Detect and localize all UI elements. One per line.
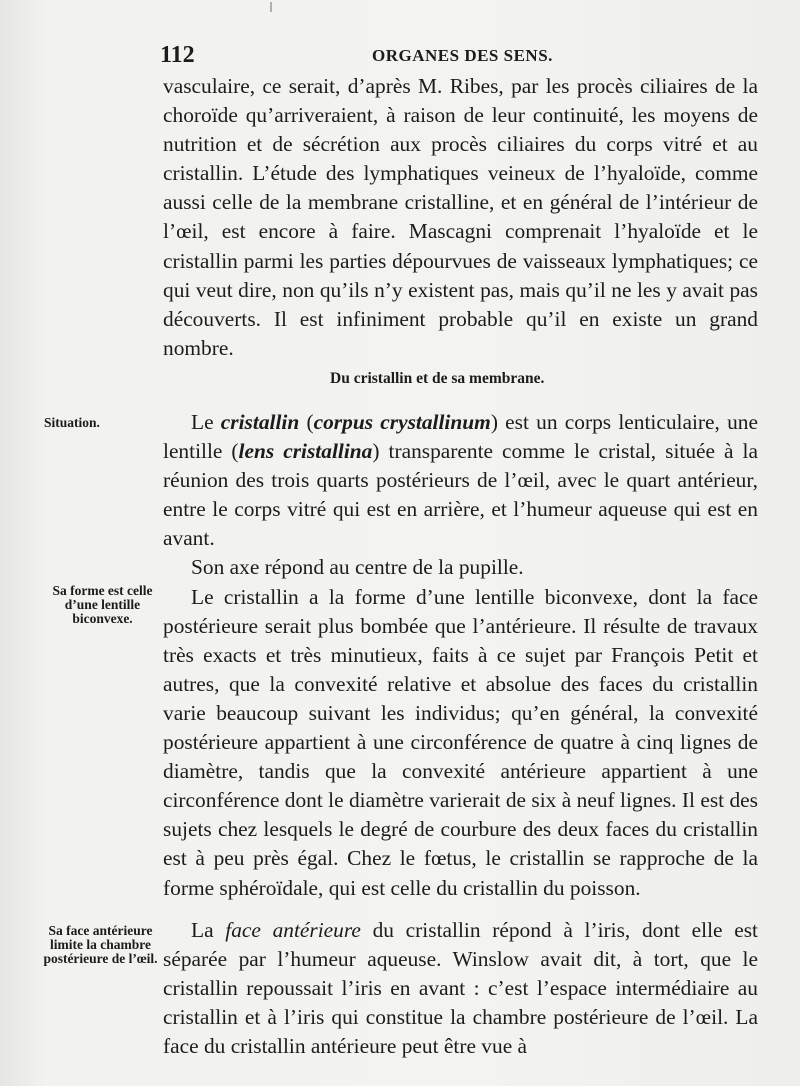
page-mark: [270, 2, 272, 12]
term-latin: corpus crystallinum: [313, 410, 491, 434]
text-run: (: [299, 410, 314, 434]
section-title: Du cristallin et de sa membrane.: [330, 370, 545, 387]
term-cristallin: cristallin: [220, 410, 300, 434]
paragraph-forme: Le cristallin a la forme d’une lentille biconvexe, dont la face postérieure serait plus bombée que l’antérieure. Il résulte de travaux très exacts et très minutieux, faits à ce sujet par François Petit et autres, que la convexité relative et absolue des faces du cristallin varie beaucoup suivant les individus; qu’en général, la convexité postérieure appartient à une circonférence de quatre à cinq lignes de diamètre, tandis que la convexité antérieure appartient à une circonférence dont le diamètre varierait de six à neuf lignes. Il est des sujets chez lesquels le degré de courbure des deux faces du cristallin est à peu près égal. Chez le fœtus, le cristallin se rapproche de la forme sphéroïdale, qui est celle du cristallin du poisson.: [163, 584, 758, 900]
running-head: ORGANES DES SENS.: [372, 46, 553, 65]
text-block-top: [163, 72, 758, 363]
text-run: ) transparente comme le cristal, située à la réunion des trois quarts postérieurs de l’œil, avec le quart antérieur, entre le corps vitré qui est en arrière, et l’humeur aqueuse qui est en avant.: [163, 439, 758, 551]
text-run: ) est un corps lenticulaire, une lentille (: [163, 410, 758, 464]
term-lens: lens cristallina: [238, 439, 373, 464]
page-number: 112: [160, 42, 195, 68]
text-block-bottom: [163, 916, 758, 1061]
paragraph-situation: [163, 408, 758, 553]
text-block-middle: [163, 408, 758, 903]
paragraph-axis: Son axe répond au centre de la pupille.: [191, 555, 524, 580]
paragraph: vasculaire, ce serait, d’après M. Ribes, par les procès ciliaires de la choroïde qu’arriveraient, à raison de leur continuité, les moyens de nutrition et de sécrétion aux procès ciliaires du corps vitré et au cristallin. L’étude des lymphatiques veineux de l’hyaloïde, comme aussi celle de la membrane cristalline, et en général de l’intérieur de l’œil, est encore à faire. Mascagni comprenait l’hyaloïde et le cristallin parmi les parties dépourvues de vaisseaux lymphatiques; ce qui veut dire, non qu’ils n’y existent pas, mais qu’il ne les y avait pas découverts. Il est infiniment probable qu’il en existe un grand nombre.: [163, 74, 758, 360]
term-face-anterieure: face antérieure: [225, 918, 361, 942]
text-run: La: [191, 918, 226, 942]
text-run: du cristallin répond à l’iris, dont elle est séparée par l’humeur aqueuse. Winslow avait dit, à tort, que le cristallin repoussait l’iris en avant : c’est l’espace intermédiaire au cristallin et à l’iris qui constitue la chambre postérieure de l’œil. La face du cristallin antérieure peut être vue à: [163, 918, 758, 1059]
margin-note-face: Sa face antérieure limite la chambre postérieure de l’œil.: [43, 923, 158, 966]
margin-note-situation: Situation.: [44, 415, 100, 430]
text-run: Le: [191, 410, 221, 434]
paragraph-face: [163, 916, 758, 1061]
margin-note-forme: Sa forme est celle d’une lentille biconvexe.: [52, 583, 153, 626]
page-header: [160, 42, 600, 72]
